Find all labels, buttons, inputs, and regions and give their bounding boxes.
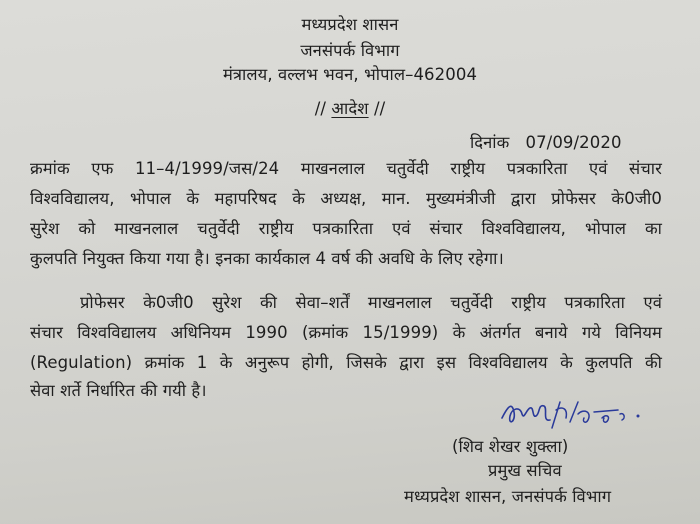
paragraph1-line4: कुलपति नियुक्त किया गया है। इनका कार्यकाल 4 वर्ष की अवधि के लिए रहेगा। [30,249,504,268]
signatory-designation: प्रमुख सचिव [488,461,562,480]
paragraph2-line2: संचार विश्वविद्यालय अधिनियम 1990 (क्रमांक 15/1999) के अंतर्गत बनाये गये विनियम [30,323,662,342]
order-title [0,98,700,120]
paragraph2-line4: सेवा शर्ते निर्धारित की गयी है। [30,381,207,400]
handwritten-signature [498,388,648,438]
header-department: जनसंपर्क विभाग [300,41,400,60]
signatory-name: (शिव शेखर शुक्ला) [452,437,569,456]
header-address: मंत्रालय, वल्लभ भवन, भोपाल–462004 [222,65,478,84]
paragraph1-line3: सुरेश को माखनलाल चतुर्वेदी राष्ट्रीय पत्रकारिता एवं संचार विश्वविद्यालय, भोपाल का [30,219,662,238]
order-title-suffix: // [373,99,386,118]
paragraph2-line1: प्रोफेसर के0जी0 सुरेश की सेवा–शर्तें माखनलाल चतुर्वेदी राष्ट्रीय पत्रकारिता एवं [80,293,662,312]
order-date: दिनांक 07/09/2020 [470,133,622,152]
signatory-department: मध्यप्रदेश शासन, जनसंपर्क विभाग [404,487,612,506]
paragraph1-line1: क्रमांक एफ 11–4/1999/जस/24 माखनलाल चतुर्वेदी राष्ट्रीय पत्रकारिता एवं संचार [30,159,662,178]
order-title-word: आदेश [331,99,369,118]
order-title-prefix: // [314,99,327,118]
paragraph2-line3: (Regulation) क्रमांक 1 के अनुरूप होगी, जिसके द्वारा इस विश्वविद्यालय के कुलपति की [30,353,662,372]
paragraph1-line2: विश्वविद्यालय, भोपाल के महापरिषद के अध्यक्ष, मान. मुख्यमंत्रीजी द्वारा प्रोफेसर के0जी0 [30,189,662,208]
header-government: मध्यप्रदेश शासन [301,15,399,34]
